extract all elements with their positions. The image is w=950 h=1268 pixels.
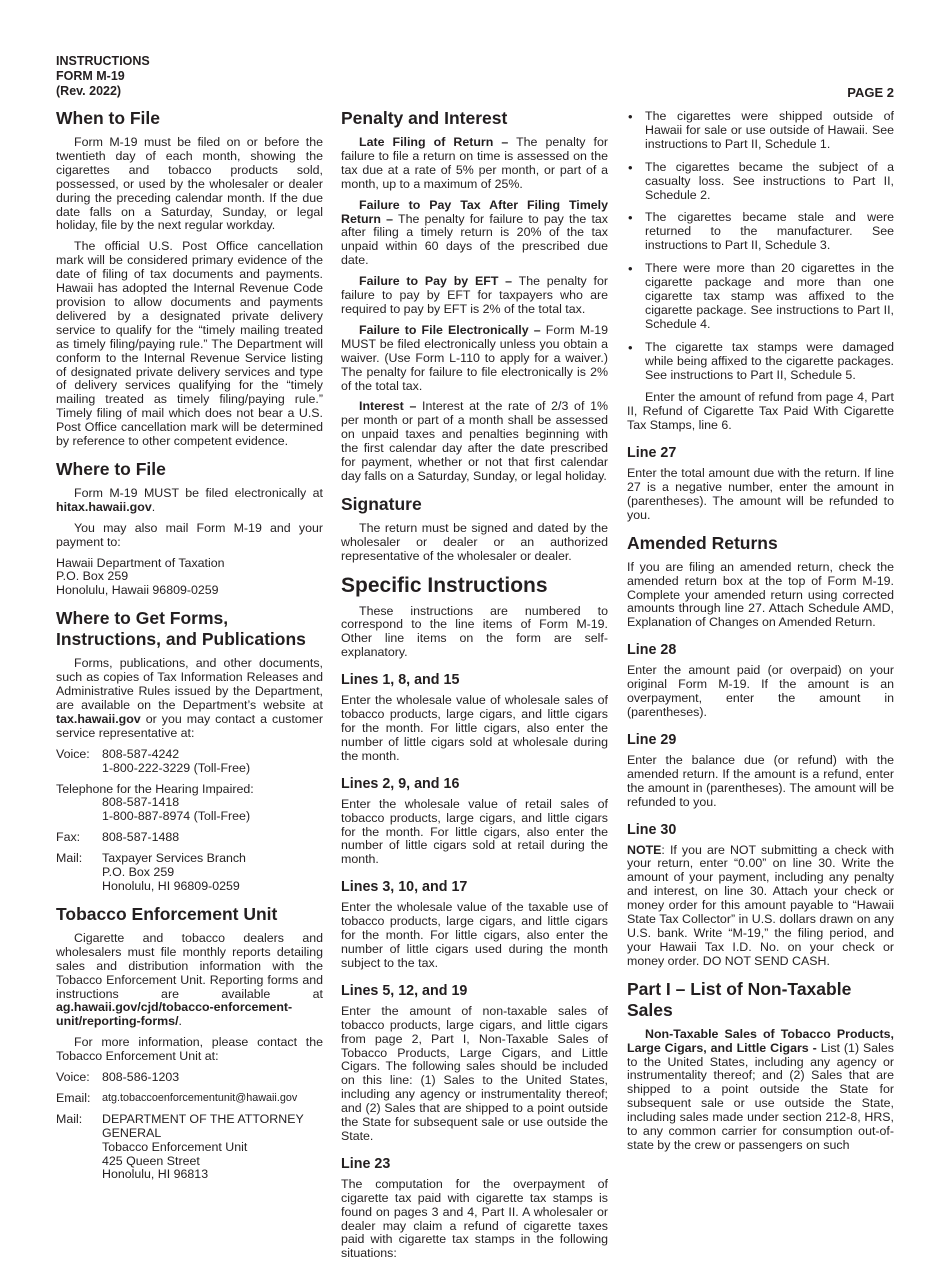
text: Cigarette and tobacco dealers and wholesalers must file monthly reports detailing sales and distribution information with the Tobacco Enforcement Unit. Reporting forms and instructions are available at [56,930,323,1001]
text: Interest at the rate of 2/3 of 1% per month or part of a month shall be assessed on unpaid taxes and penalties beginning with the first calendar day after the date prescribed for payment, whether or not that first calendar day falls on a Saturday, Sunday, or legal holiday. [341,399,609,483]
label-hearing: Telephone for the Hearing Impaired: [56,781,254,796]
hearing-number: 808-587-1418 [102,795,180,810]
paragraph: Enter the wholesale value of retail sales of tobacco products, large cigars, and little cigars for the month. For little cigars, also enter the number of little cigars sold at retail during the month. [341,796,608,867]
column-3 [627,110,894,1160]
link-ag-hawaii[interactable]: ag.hawaii.gov/cjd/tobacco-enforcement-unit/reporting-forms/ [56,1000,293,1029]
paragraph: Enter the wholesale value of the taxable use of tobacco products, large cigars, and little cigars for the month. For little cigars, also enter the number of little cigars used during the month subject to the tax. [341,900,608,970]
label-mail: Mail: [56,1111,83,1126]
mail-line: Taxpayer Services Branch [102,851,246,866]
list-item: • The cigarette tax stamps were damaged while being affixed to the cigarette packages. See instructions to Part II, Schedule 5. [645,341,894,383]
paragraph: Enter the balance due (or refund) with the amended return. If the amount is a refund, enter the amount in (parentheses). The amount will be refunded to you. [627,752,894,809]
paragraph [56,487,323,515]
label-non-taxable: Non-Taxable Sales of Tobacco Products, Large Cigars, and Little Cigars - [627,1026,894,1055]
mail-line: Tobacco Enforcement Unit [102,1139,248,1154]
mail-line: Honolulu, HI 96813 [102,1167,209,1182]
list-item: • The cigarettes became stale and were returned to the manufacturer. See instructions to Part II, Schedule 3. [645,211,894,253]
paragraph: Enter the amount paid (or overpaid) on your original Form M-19. If the amount is an overpayment, enter the amount in (parentheses). [627,663,894,719]
text: The penalty for failure to file a return on time is assessed on the tax due at a rate of 5% per month, or part of a month, up to a maximum of 25%. [341,135,608,191]
paragraph: The computation for the overpayment of cigarette tax paid with cigarette tax stamps is found on pages 3 and 4, Part II. A wholesaler or dealer may claim a refund of cigarette taxes paid with cigarette tax stamps in the following situations: [341,1176,608,1261]
link-tax-hawaii[interactable]: tax.hawaii.gov [56,711,141,726]
text: The penalty for failure to pay by EFT for taxpayers who are required to pay by EFT is 2% of the total tax. [341,274,608,316]
heading-where-to-get: Where to Get Forms, Instructions, and Publications [56,608,306,650]
list-item: • There were more than 20 cigarettes in the cigarette package and more than one cigarette tax stamp was affixed to the cigarette package. See instructions to Part II, Schedule 4. [645,262,894,332]
column-1 [56,108,323,1192]
paragraph: The official U.S. Post Office cancellation mark will be considered primary evidence of the date of filing of tax documents and payments. Hawaii has adopted the Internal Revenue Code provision to allow documents and payments delivered by a designated private delivery service to qualify for the “timely mailing treated as timely filing/paying rule.” The Department will conform to the Internal Revenue Service listing of designated private delivery services and type of delivery services qualifying for the “timely mailing treated as timely filing/paying rule.” Timely filing of mail which does not bear a U.S. Post Office cancellation mark will be determined by reference to other competent evidence. [56,239,323,449]
header-revision: (Rev. 2022) [56,84,122,98]
label-email: Email: [56,1090,91,1105]
heading-penalty: Penalty and Interest [341,108,508,128]
text: The penalty for failure to pay the tax after filing a timely return is 20% of the tax unpaid within 60 days of the prescribed due date. [341,211,608,268]
paragraph [341,136,608,192]
voice-number: 808-587-4242 [102,746,180,761]
paragraph: Enter the wholesale value of wholesale sales of tobacco products, large cigars, and little cigars for the month. For little cigars, also enter the number of little cigars sold at wholesale during the month. [341,693,608,763]
address-line: Honolulu, Hawaii 96809-0259 [56,583,219,598]
list-item: • The cigarettes were shipped outside of Hawaii for sale or use outside of Hawaii. See instructions to Part II, Schedule 1. [645,110,894,152]
paragraph: The return must be signed and dated by the wholesaler or dealer or an authorized representative of the wholesaler or dealer. [341,520,608,563]
label-voice: Voice: [56,1070,90,1085]
refund-bullet-list [627,110,894,382]
link-hitax[interactable]: hitax.hawaii.gov [56,499,152,514]
paragraph: If you are filing an amended return, check the amended return box at the top of Form M-19. Complete your amended return using corrected amounts through line 27. Attach Schedule AMD, Explanation of Changes on Amended Return. [627,559,894,630]
paragraph: Enter the total amount due with the return. If line 27 is a negative number, enter the amount in (parentheses). The amount will be refunded to you. [627,466,894,522]
paragraph: Enter the amount of non-taxable sales of tobacco products, large cigars, and little cigars from page 2, Part I, Non-Taxable Sales of Tobacco Products, Large Cigars, and Little Cigars. The following sales should be included on this line: (1) Sales to the United States, including any agency or instrumentality thereof; and (2) Sales that are shipped to a point outside the State for subsequent sale or use outside the State. [341,1003,608,1143]
heading-tobacco-unit: Tobacco Enforcement Unit [56,903,278,924]
text: . [151,499,156,514]
label-mail: Mail: [56,851,83,866]
contact-table [56,748,250,776]
list-item: • The cigarettes became the subject of a casualty loss. See instructions to Part II, Schedule 2. [645,161,894,203]
paragraph [56,657,323,740]
heading-lines-1-8-15: Lines 1, 8, and 15 [341,672,460,689]
paragraph [341,275,608,317]
section-tobacco-unit [56,904,323,1183]
mail-line: DEPARTMENT OF THE ATTORNEY GENERAL [102,1111,304,1140]
voice-tollfree: 1-800-222-3229 (Toll-Free) [102,760,251,775]
heading-when-to-file: When to File [56,108,161,128]
fax-number: 808-587-1488 [102,830,180,845]
column-2 [341,108,608,1268]
label-eft: Failure to Pay by EFT – [359,274,513,289]
heading-lines-5-12-19: Lines 5, 12, and 19 [341,982,468,999]
heading-amended: Amended Returns [627,532,778,553]
text: Form M-19 MUST be filed electronically at [74,485,323,500]
paragraph [341,199,608,269]
section-penalty [341,108,608,484]
voice-number: 808-586-1203 [102,1070,180,1085]
page-number: PAGE 2 [847,85,894,100]
mail-line: Honolulu, HI 96809-0259 [102,878,240,893]
text: . [178,1014,182,1029]
paragraph [627,1028,894,1153]
label-electronic: Failure to File Electronically – [359,322,541,337]
heading-line-27: Line 27 [627,445,677,462]
hearing-tollfree: 1-800-887-8974 (Toll-Free) [102,809,251,824]
heading-specific: Specific Instructions [341,573,548,597]
heading-signature: Signature [341,493,422,514]
section-specific [341,574,608,1262]
paragraph [56,932,323,1029]
mail-table [56,852,246,894]
mailing-address [56,557,323,599]
heading-line-28: Line 28 [627,642,677,659]
paragraph: Form M-19 must be filed on or before the twentieth day of each month, showing the cigarettes and tobacco products sold, possessed, or used by the wholesaler or dealer during the preceding calendar month. If the due date falls on a Saturday, Sunday, or legal holiday, file by the next regular workday. [56,135,323,233]
hearing-table [56,783,254,825]
paragraph [341,324,608,394]
tobacco-contact-table [56,1071,323,1182]
paragraph [627,844,894,969]
heading-line-30: Line 30 [627,821,677,838]
address-line: P.O. Box 259 [56,569,129,584]
heading-line-29: Line 29 [627,731,677,748]
section-where-to-file [56,459,323,598]
heading-line-23: Line 23 [341,1155,391,1172]
paragraph: You may also mail Form M-19 and your payment to: [56,520,323,549]
label-failure-to-pay: Failure to Pay Tax After Filing Timely Return – [341,197,608,226]
heading-lines-3-10-17: Lines 3, 10, and 17 [341,879,468,896]
header-instructions: INSTRUCTIONS [56,54,150,68]
email-address[interactable]: atg.tobaccoenforcementunit@hawaii.gov [102,1091,298,1104]
note-label: NOTE [627,842,662,857]
label-voice: Voice: [56,746,90,761]
label-interest: Interest – [359,399,417,414]
heading-lines-2-9-16: Lines 2, 9, and 16 [341,775,460,792]
heading-where-to-file: Where to File [56,458,166,479]
section-when-to-file [56,108,323,449]
text: or you may contact a customer service representative at: [56,711,323,740]
text: Forms, publications, and other documents, such as copies of Tax Information Releases and Administrative Rules issued by the Department, are available on the Department’s website at [56,656,323,712]
text: : If you are NOT submitting a check with your return, enter “0.00” on line 30. Write the amount of your payment, including any penalty and interest, on line 30. Attach your check or money order for this amount payable to “Hawaii State Tax Collector” in U.S. dollars drawn on any U.S. bank. Write “M-19,” the filing period, and your Hawaii Tax I.D. No. on your check or money order. DO NOT SEND CASH. [627,842,894,968]
section-signature [341,494,608,564]
mail-line: 425 Queen Street [102,1153,200,1168]
label-late-filing: Late Filing of Return – [359,135,509,149]
mail-line: P.O. Box 259 [102,865,175,880]
header-form-number: FORM M-19 [56,69,125,83]
text: List (1) Sales to the United States, including any agency or instrumentality thereof; and (2) Sales that are shipped to a point outside the State for subsequent sale or use outside the State, including sales made under section 212-8, HRS, to any common carrier for consumption out-of-state by the crew or passengers on such [627,1040,895,1152]
address-line: Hawaii Department of Taxation [56,555,225,570]
heading-part-1: Part I – List of Non-Taxable Sales [627,978,852,1020]
section-where-to-get [56,608,323,894]
paragraph [341,400,608,483]
form-header [56,54,150,99]
label-fax: Fax: [56,830,81,845]
text: Form M-19 MUST be filed electronically unless you obtain a waiver. (Use Form L-110 to apply for a waiver.) The penalty for failure to file electronically is 2% of the total tax. [341,322,609,393]
paragraph: Enter the amount of refund from page 4, Part II, Refund of Cigarette Tax Paid With Cigarette Tax Stamps, line 6. [627,390,894,433]
paragraph: For more information, please contact the Tobacco Enforcement Unit at: [56,1035,323,1064]
paragraph: These instructions are numbered to correspond to the line items of Form M-19. Other line items on the form are self-explanatory. [341,603,608,660]
fax-table [56,831,179,845]
